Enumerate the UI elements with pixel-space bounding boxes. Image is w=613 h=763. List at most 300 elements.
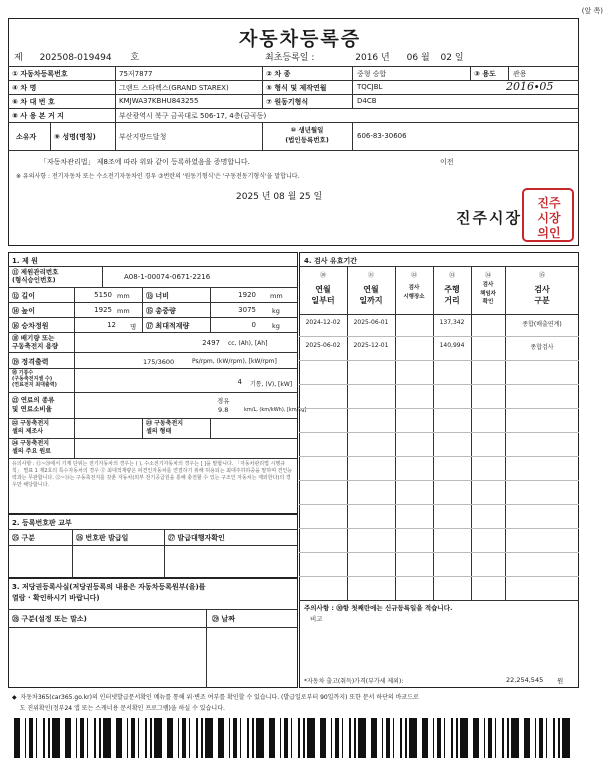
doc-no-value: 202508-019494 bbox=[39, 53, 112, 63]
max-payload-unit: kg bbox=[272, 322, 280, 330]
barcode-bar bbox=[361, 718, 363, 758]
barcode-bar bbox=[150, 718, 152, 758]
barcode-bar bbox=[291, 718, 292, 758]
barcode-bar bbox=[456, 718, 458, 758]
vin-value: KMJWA37KBHU843255 bbox=[119, 97, 199, 105]
barcode-bar bbox=[338, 718, 339, 758]
barcode-bar bbox=[240, 718, 241, 758]
barcode-bar bbox=[507, 718, 509, 758]
barcode-bar bbox=[349, 718, 351, 758]
col-divider bbox=[50, 122, 51, 150]
barcode-bar bbox=[323, 718, 326, 758]
verification-barcode bbox=[14, 718, 570, 758]
seating-capacity-unit: 명 bbox=[130, 323, 137, 331]
certify-text: 「자동차관리법」 제8조에 따라 위와 같이 등록하였음을 증명합니다. bbox=[40, 158, 250, 166]
barcode-bar bbox=[25, 718, 26, 758]
barcode-bar bbox=[201, 718, 203, 758]
height-unit: mm bbox=[117, 307, 130, 315]
row-divider bbox=[8, 317, 298, 318]
barcode-bar bbox=[412, 718, 414, 758]
rated-output-label: ⑲ 정격출력 bbox=[12, 358, 49, 366]
barcode-bar bbox=[298, 718, 300, 758]
row-divider bbox=[8, 332, 298, 333]
plate-header: 2. 등록번호판 교부 bbox=[12, 519, 72, 527]
barcode-bar bbox=[558, 718, 560, 758]
vin-label: ⑥ 차 대 번 호 bbox=[12, 98, 55, 106]
cylinders-label: ⑳ 기통수 (구동축전지셀 수) (연료전지 최대출력) bbox=[12, 370, 57, 388]
barcode-bar bbox=[354, 718, 356, 758]
barcode-bar bbox=[134, 718, 135, 758]
barcode-bar bbox=[43, 718, 45, 758]
barcode-bar bbox=[514, 718, 516, 758]
col-divider bbox=[210, 287, 211, 332]
row-divider bbox=[8, 66, 579, 67]
barcode-bar bbox=[103, 718, 106, 758]
battery-form-label: ㉓ 구동축전지 셀의 형태 bbox=[146, 420, 184, 435]
first-reg-day-unit: 일 bbox=[454, 53, 464, 63]
barcode-bar bbox=[55, 718, 57, 758]
displacement-unit: cc, (Ah), [Ah] bbox=[228, 340, 268, 347]
notice-text: ※ 유의사항 : 전기자동차 또는 수소전기자동차인 경우 ⑦번란의 '원동기형식'은 '구동전동기형식'을 말합니다. bbox=[16, 173, 300, 180]
barcode-bar bbox=[14, 718, 17, 758]
barcode-bar bbox=[106, 718, 108, 758]
barcode-bar bbox=[463, 718, 465, 758]
cylinders-value: 4 bbox=[237, 378, 242, 386]
col-divider bbox=[115, 66, 116, 122]
model-handwritten-date: 2016∙05 bbox=[506, 80, 554, 93]
issue-date: 2025 년 08 월 25 일 bbox=[236, 192, 323, 202]
col-divider bbox=[72, 529, 73, 578]
vehicle-name-label: ④ 차 명 bbox=[12, 84, 37, 92]
inspection-col-label: 검사 구분 bbox=[534, 285, 550, 305]
barcode-bar bbox=[524, 718, 527, 758]
row-divider bbox=[8, 108, 579, 109]
row-divider bbox=[299, 314, 579, 315]
barcode-bar bbox=[83, 718, 84, 758]
row-divider bbox=[299, 360, 579, 361]
barcode-bar bbox=[284, 718, 287, 758]
barcode-bar bbox=[335, 718, 338, 758]
barcode-bar bbox=[511, 718, 514, 758]
barcode-bar bbox=[553, 718, 555, 758]
inspection-col-number: ㉝ bbox=[448, 272, 455, 279]
barcode-bar bbox=[374, 718, 377, 758]
height-value: 1925 bbox=[94, 306, 112, 314]
col-divider bbox=[347, 266, 348, 600]
barcode-bar bbox=[409, 718, 412, 758]
inspection-col-number: ㉜ bbox=[410, 272, 417, 279]
barcode-bar bbox=[29, 718, 32, 758]
barcode-bar bbox=[131, 718, 134, 758]
barcode-bar bbox=[565, 718, 567, 758]
barcode-bar bbox=[386, 718, 389, 758]
cylinders-unit: 기통, (V), [kW] bbox=[250, 381, 293, 388]
barcode-bar bbox=[185, 718, 186, 758]
barcode-bar bbox=[159, 718, 162, 758]
barcode-bar bbox=[256, 718, 259, 758]
barcode-bar bbox=[371, 718, 374, 758]
row-divider bbox=[299, 552, 579, 553]
inspection-cell-from: 2025-06-02 bbox=[305, 342, 341, 349]
inspection-col-label: 검사 책임자 확인 bbox=[480, 282, 496, 305]
barcode-bar bbox=[205, 718, 208, 758]
row-divider bbox=[8, 545, 298, 546]
barcode-bar bbox=[157, 718, 159, 758]
owner-birth-label: ⑩ 생년월일 (법인등록번호) bbox=[285, 126, 329, 144]
total-weight-unit: kg bbox=[272, 307, 280, 315]
inspection-col-number: ㉛ bbox=[367, 272, 374, 279]
first-reg-year: 2016 bbox=[355, 53, 379, 63]
barcode-bar bbox=[363, 718, 366, 758]
row-divider bbox=[8, 418, 298, 419]
rated-output-unit: Ps/rpm, (kW/rpm), [kW/rpm] bbox=[192, 358, 277, 365]
col-divider bbox=[262, 122, 263, 150]
max-payload-label: ⑰ 최대적재량 bbox=[146, 322, 190, 330]
height-label: ⑭ 높이 bbox=[12, 307, 35, 315]
barcode-bar bbox=[562, 718, 565, 758]
barcode-bar bbox=[393, 718, 394, 758]
row-divider bbox=[8, 627, 298, 628]
barcode-bar bbox=[208, 718, 210, 758]
barcode-bar bbox=[167, 718, 170, 758]
seating-capacity-value: 12 bbox=[107, 321, 116, 329]
barcode-bar bbox=[247, 718, 249, 758]
inspection-col-label: 연월 일부터 bbox=[311, 285, 335, 305]
total-weight-label: ⑮ 총중량 bbox=[146, 307, 176, 315]
col-divider bbox=[433, 266, 434, 600]
barcode-bar bbox=[422, 718, 425, 758]
barcode-bar bbox=[178, 718, 179, 758]
approval-value: A08-1-00074-0671-2216 bbox=[124, 273, 211, 281]
barcode-bar bbox=[444, 718, 445, 758]
row-divider bbox=[8, 458, 298, 459]
col-divider bbox=[471, 266, 472, 600]
seal-text-line: 의인 bbox=[537, 226, 561, 240]
barcode-bar bbox=[145, 718, 147, 758]
base-location-label: ⑧ 사 용 본 거 지 bbox=[12, 112, 64, 120]
barcode-bar bbox=[119, 718, 122, 758]
barcode-bar bbox=[196, 718, 198, 758]
barcode-bar bbox=[342, 718, 343, 758]
barcode-bar bbox=[269, 718, 272, 758]
barcode-bar bbox=[52, 718, 55, 758]
barcode-bar bbox=[259, 718, 261, 758]
acquisition-price-label: *자동차 출고(취득)가격(부가세 제외): bbox=[304, 678, 404, 685]
row-divider bbox=[8, 80, 579, 81]
width-unit: mm bbox=[270, 292, 283, 300]
row-divider bbox=[299, 504, 579, 505]
barcode-bar bbox=[451, 718, 453, 758]
doc-no-label: 제 bbox=[14, 53, 23, 63]
inspection-section bbox=[299, 252, 579, 688]
mortgage-col-date: ㉙ 날짜 bbox=[212, 615, 235, 623]
page-side-label: (앞 쪽) bbox=[581, 7, 603, 15]
barcode-bar bbox=[425, 718, 428, 758]
barcode-bar bbox=[80, 718, 83, 758]
reg-no-value: 75저7877 bbox=[119, 70, 153, 78]
length-unit: mm bbox=[117, 292, 130, 300]
battery-material-label: ㉔ 구동축전지 셀의 주요 원료 bbox=[12, 440, 51, 455]
barcode-bar bbox=[65, 718, 68, 758]
seating-capacity-label: ⑯ 승차정원 bbox=[12, 322, 49, 330]
row-divider bbox=[299, 600, 579, 601]
use-value: 관용 bbox=[513, 70, 527, 78]
reg-no-label: ① 자동차등록번호 bbox=[12, 70, 68, 78]
inspection-cell-km: 137,342 bbox=[439, 319, 465, 326]
barcode-bar bbox=[440, 718, 441, 758]
owner-birth-value: 606-83-30606 bbox=[357, 132, 407, 140]
barcode-bar bbox=[389, 718, 390, 758]
row-divider bbox=[8, 392, 298, 393]
base-location-value: 부산광역시 북구 금곡대로 506-17, 4층(금곡동) bbox=[119, 112, 267, 120]
barcode-bar bbox=[272, 718, 275, 758]
row-divider bbox=[8, 287, 298, 288]
row-divider bbox=[8, 368, 298, 369]
barcode-bar bbox=[465, 718, 468, 758]
footer-line-1: ◆ 자동차365(car365.go.kr)의 인터넷발급문서확인 메뉴를 통해 위·변조 여부를 확인할 수 있습니다. (발급일로부터 90일까지) 또한 문서 하단의 바코드로 bbox=[12, 694, 419, 701]
row-divider bbox=[8, 94, 579, 95]
barcode-bar bbox=[433, 718, 434, 758]
inspection-remark: 주의사항 : ㉚항 첫째란에는 신규등록일을 적습니다. bbox=[304, 604, 453, 612]
barcode-bar bbox=[76, 718, 77, 758]
row-divider bbox=[8, 150, 579, 151]
col-divider bbox=[142, 287, 143, 332]
barcode-bar bbox=[108, 718, 111, 758]
seal-text-line: 진주 bbox=[537, 196, 561, 210]
barcode-bar bbox=[99, 718, 101, 758]
model-value: TQCJBL bbox=[357, 83, 383, 91]
barcode-bar bbox=[236, 718, 237, 758]
col-divider bbox=[102, 266, 103, 287]
barcode-bar bbox=[116, 718, 119, 758]
engine-label: ⑦ 원동기형식 bbox=[266, 98, 309, 106]
inspection-header: 4. 검사 유효기간 bbox=[304, 257, 357, 265]
barcode-bar bbox=[154, 718, 157, 758]
row-divider bbox=[8, 122, 579, 123]
barcode-bar bbox=[484, 718, 485, 758]
barcode-bar bbox=[460, 718, 463, 758]
barcode-bar bbox=[320, 718, 323, 758]
inspection-cell-kind: 종합(배출연계) bbox=[522, 321, 562, 328]
model-label: ⑤ 형식 및 제작연월 bbox=[266, 84, 327, 92]
first-registration-row bbox=[265, 50, 575, 63]
fuel-efficiency-unit: km/L, (km/kWh), [km/kg] bbox=[244, 407, 307, 413]
first-reg-month: 06 bbox=[406, 53, 419, 63]
row-divider bbox=[299, 408, 579, 409]
barcode-bar bbox=[546, 718, 547, 758]
row-divider bbox=[299, 576, 579, 577]
barcode-bar bbox=[312, 718, 315, 758]
barcode-bar bbox=[414, 718, 417, 758]
barcode-bar bbox=[495, 718, 496, 758]
length-label: ⑫ 길이 bbox=[12, 292, 35, 300]
barcode-bar bbox=[303, 718, 305, 758]
inspection-col-number: ㉞ bbox=[484, 272, 491, 279]
barcode-bar bbox=[405, 718, 407, 758]
plate-col-kind: ㉕ 구분 bbox=[12, 534, 35, 542]
vehicle-name-value: 그랜드 스타렉스(GRAND STAREX) bbox=[119, 84, 229, 92]
row-divider bbox=[8, 438, 298, 439]
official-seal-stamp bbox=[522, 188, 574, 242]
barcode-bar bbox=[252, 718, 254, 758]
spec-notes: 유의사항 : ⑫~⑳에서 기계 단위는 전기자동차의 경우는 ( ), 수소전기자동차의 경우는 [ ]을 말합니다. 「자동차관리법 시행규칙」 별표 1 제2호의 특수자동차의 경우 ⑰ 최대적재량은 피견인자동차를 연결하기 위해 허용되는 최대주하하중을 말하며 견인능력과는 무관합니다. ㉒~㉔는 구동축전지를 갖춘 자동차(외부 전기공급원을 통해 충전할 수 있는 구조인 자동차는 제외한다)의 경우만 해당합니다. bbox=[12, 461, 293, 488]
col-divider bbox=[508, 66, 509, 80]
acquisition-price-value: 22,254,545 bbox=[506, 676, 544, 684]
inspection-cell-km: 140,994 bbox=[439, 342, 465, 349]
owner-name-value: 부산지방드달청 bbox=[119, 133, 167, 141]
barcode-bar bbox=[94, 718, 96, 758]
row-divider bbox=[299, 456, 579, 457]
barcode-bar bbox=[358, 718, 361, 758]
inspection-cell-from: 2024-12-02 bbox=[305, 319, 341, 326]
mortgage-header: 3. 저당권등록사실(저당권등록의 내용은 자동차등록원부(을)를 열람 · 확인하시기 바랍니다) bbox=[12, 583, 206, 602]
previous-label: 이전 bbox=[440, 158, 454, 166]
first-reg-month-unit: 월 bbox=[420, 53, 430, 63]
barcode-bar bbox=[170, 718, 173, 758]
barcode-bar bbox=[280, 718, 281, 758]
barcode-bar bbox=[437, 718, 440, 758]
col-divider bbox=[395, 266, 396, 600]
barcode-bar bbox=[307, 718, 310, 758]
col-divider bbox=[505, 266, 506, 600]
plate-col-agent: ㉗ 발급대행자확인 bbox=[168, 534, 225, 542]
width-value: 1920 bbox=[238, 291, 256, 299]
inspection-col-number: ㉚ bbox=[319, 272, 326, 279]
max-payload-value: 0 bbox=[251, 321, 256, 329]
barcode-bar bbox=[48, 718, 50, 758]
document-title: 자동차등록증 bbox=[238, 28, 362, 50]
row-divider bbox=[299, 336, 579, 337]
col-divider bbox=[352, 66, 353, 108]
barcode-bar bbox=[229, 718, 230, 758]
width-label: ⑬ 너비 bbox=[146, 292, 169, 300]
barcode-bar bbox=[542, 718, 543, 758]
barcode-bar bbox=[400, 718, 402, 758]
col-divider bbox=[142, 418, 143, 438]
row-divider bbox=[8, 266, 298, 267]
barcode-bar bbox=[527, 718, 530, 758]
first-reg-day: 02 bbox=[440, 53, 452, 63]
row-divider bbox=[8, 529, 298, 530]
row-divider bbox=[299, 266, 579, 267]
inspection-col-number: ㉟ bbox=[538, 272, 545, 279]
acquisition-price-unit: 원 bbox=[557, 677, 564, 685]
first-reg-year-unit: 년 bbox=[381, 53, 390, 63]
fuel-label: ㉑ 연료의 종류 및 연료소비율 bbox=[12, 396, 55, 413]
first-reg-label: 최초등록일 : bbox=[265, 53, 315, 63]
barcode-bar bbox=[382, 718, 383, 758]
inspection-cell-to: 2025-06-01 bbox=[353, 319, 389, 326]
barcode-bar bbox=[87, 718, 88, 758]
barcode-bar bbox=[567, 718, 570, 758]
displacement-value: 2497 bbox=[202, 339, 220, 347]
footer-line-2: 도 진위확인(정부24 앱 또는 스캐너용 문서확인 프로그램)을 하실 수 있습니다. bbox=[12, 705, 225, 712]
total-weight-value: 3075 bbox=[238, 306, 256, 314]
doc-number-row bbox=[14, 50, 214, 63]
barcode-bar bbox=[287, 718, 288, 758]
length-value: 5150 bbox=[94, 291, 112, 299]
barcode-bar bbox=[221, 718, 224, 758]
barcode-bar bbox=[189, 718, 190, 758]
col-divider bbox=[115, 122, 116, 150]
barcode-bar bbox=[502, 718, 504, 758]
barcode-bar bbox=[488, 718, 491, 758]
owner-label: 소유자 bbox=[16, 133, 37, 141]
battery-maker-label: ㉒ 구동축전지 셀의 제조사 bbox=[12, 420, 50, 435]
barcode-bar bbox=[36, 718, 37, 758]
inspection-col-label: 주행 거리 bbox=[444, 285, 460, 305]
doc-no-suffix: 호 bbox=[130, 53, 140, 63]
barcode-bar bbox=[473, 718, 476, 758]
col-divider bbox=[74, 418, 75, 458]
barcode-bar bbox=[535, 718, 536, 758]
col-divider bbox=[210, 418, 211, 438]
barcode-bar bbox=[32, 718, 33, 758]
spec-header: 1. 제 원 bbox=[12, 257, 38, 265]
mortgage-col-kind: ㉘ 구분(설정 또는 말소) bbox=[12, 615, 87, 623]
inspection-cell-kind: 종합검사 bbox=[530, 344, 554, 351]
row-divider bbox=[299, 432, 579, 433]
barcode-bar bbox=[210, 718, 213, 758]
row-divider bbox=[299, 384, 579, 385]
col-divider bbox=[206, 609, 207, 688]
owner-name-label: ⑨ 성명(명칭) bbox=[54, 133, 96, 141]
fuel-type: 경유 bbox=[217, 397, 230, 405]
barcode-bar bbox=[516, 718, 519, 758]
issuer-name: 진주시장 bbox=[456, 209, 522, 227]
col-divider bbox=[262, 66, 263, 108]
fuel-efficiency-value: 9.8 bbox=[218, 406, 229, 414]
row-divider bbox=[8, 352, 298, 353]
col-divider bbox=[164, 529, 165, 578]
row-divider bbox=[8, 302, 298, 303]
displacement-label: ⑱ 배기량 또는 구동축전지 용량 bbox=[12, 334, 59, 350]
barcode-bar bbox=[17, 718, 20, 758]
barcode-bar bbox=[138, 718, 139, 758]
barcode-bar bbox=[57, 718, 60, 758]
seal-text-line: 시장 bbox=[537, 211, 561, 225]
rated-output-value: 175/3600 bbox=[143, 358, 175, 366]
barcode-bar bbox=[539, 718, 542, 758]
barcode-bar bbox=[233, 718, 236, 758]
col-divider bbox=[74, 287, 75, 332]
barcode-bar bbox=[127, 718, 128, 758]
inspection-col-label: 검사 시행장소 bbox=[403, 285, 425, 300]
row-divider bbox=[299, 480, 579, 481]
col-divider bbox=[470, 66, 471, 80]
barcode-bar bbox=[476, 718, 479, 758]
barcode-bar bbox=[310, 718, 312, 758]
inspection-col-label: 연월 일까지 bbox=[359, 285, 383, 305]
vehicle-type-label: ② 차 종 bbox=[266, 70, 291, 78]
barcode-bar bbox=[182, 718, 185, 758]
barcode-bar bbox=[261, 718, 264, 758]
approval-label: ⑪ 제원관리번호 (형식승인번호) bbox=[12, 268, 59, 284]
row-divider bbox=[8, 609, 298, 610]
vehicle-type-value: 중형 승합 bbox=[357, 70, 387, 78]
barcode-bar bbox=[491, 718, 492, 758]
inspection-remark-sub: 비고 bbox=[310, 615, 323, 623]
barcode-bar bbox=[331, 718, 332, 758]
barcode-bar bbox=[218, 718, 221, 758]
col-divider bbox=[74, 332, 75, 418]
engine-value: D4CB bbox=[357, 97, 377, 105]
plate-col-issue-date: ㉖ 번호판 발급일 bbox=[76, 534, 129, 542]
barcode-bar bbox=[68, 718, 71, 758]
use-label: ③ 용도 bbox=[474, 70, 496, 78]
row-divider bbox=[299, 528, 579, 529]
inspection-cell-to: 2025-12-01 bbox=[353, 342, 389, 349]
